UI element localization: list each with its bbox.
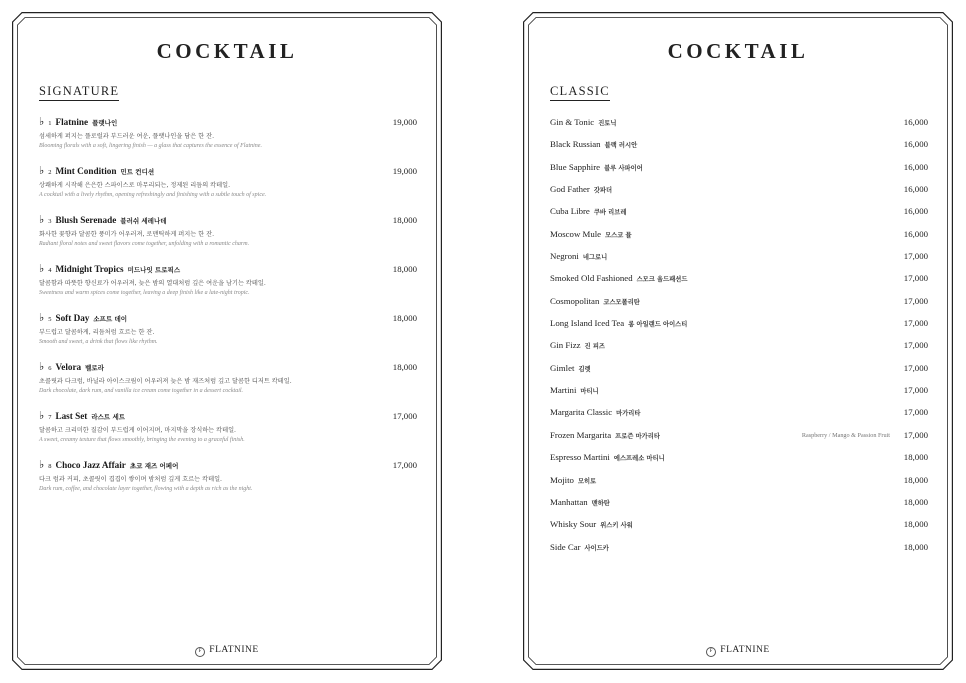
classic-list bbox=[550, 116, 928, 563]
item-price: 17,000 bbox=[903, 362, 928, 373]
item-name: Smoked Old Fashioned bbox=[550, 273, 633, 284]
item-name: Choco Jazz Affair bbox=[55, 460, 126, 470]
classic-item bbox=[550, 474, 928, 496]
item-description-korean: 화사한 꽃향과 달콤한 풍미가 어우러져, 로맨틱하게 퍼지는 한 잔. bbox=[39, 231, 215, 238]
footer-brand bbox=[523, 645, 953, 657]
item-price: 17,000 bbox=[903, 407, 928, 418]
item-number: 5 bbox=[48, 316, 52, 323]
item-description-korean: 달콤하고 크리미한 질감이 부드럽게 이어지며, 마지막을 장식하는 칵테일. bbox=[39, 427, 237, 434]
item-name-korean: 마티니 bbox=[580, 388, 599, 396]
classic-item bbox=[550, 362, 928, 384]
item-name-korean: 진토닉 bbox=[598, 120, 617, 127]
signature-item bbox=[39, 410, 417, 459]
item-name: Last Set bbox=[55, 411, 88, 421]
flat-symbol: ♭ bbox=[39, 361, 45, 373]
signature-list bbox=[39, 116, 417, 508]
item-price: 18,000 bbox=[392, 313, 417, 323]
flat-symbol: ♭ bbox=[39, 410, 45, 422]
item-name: Martini bbox=[550, 385, 577, 396]
item-name-korean: 코스모폴리탄 bbox=[603, 298, 640, 306]
item-name-korean: 스모크 올드패션드 bbox=[636, 276, 688, 284]
item-name-korean: 라스트 세트 bbox=[91, 413, 126, 421]
item-price: 16,000 bbox=[903, 206, 928, 217]
item-name: Frozen Margarita bbox=[550, 429, 612, 440]
item-description-english: Dark chocolate, dark rum, and vanilla ice cream come together in a dessert cocktail. bbox=[39, 388, 244, 394]
footer-brand bbox=[12, 645, 442, 657]
classic-item bbox=[550, 250, 928, 272]
item-name-korean: 마가리타 bbox=[616, 410, 641, 418]
item-name-korean: 소프트 데이 bbox=[93, 315, 128, 323]
item-price: 18,000 bbox=[903, 474, 928, 485]
page-title: COCKTAIL bbox=[156, 39, 298, 63]
item-price: 16,000 bbox=[903, 228, 928, 239]
signature-item bbox=[39, 263, 417, 312]
classic-item bbox=[550, 161, 928, 183]
item-name-korean: 미드나잇 트로픽스 bbox=[127, 266, 181, 274]
item-name-korean: 위스키 사워 bbox=[600, 522, 633, 530]
item-description-english: Smooth and sweet, a drink that flows like rhythm. bbox=[39, 339, 158, 345]
item-price: 19,000 bbox=[392, 166, 417, 176]
item-name: Gin Fizz bbox=[550, 340, 581, 351]
item-name-korean: 벨로라 bbox=[85, 364, 104, 372]
item-price: 16,000 bbox=[903, 117, 928, 127]
item-number: 8 bbox=[48, 463, 52, 470]
item-number: 2 bbox=[48, 169, 52, 176]
item-name: Mint Condition bbox=[55, 166, 117, 176]
item-name: Mojito bbox=[550, 474, 574, 485]
item-name-korean: 모스코 뮬 bbox=[605, 231, 632, 239]
item-price: 17,000 bbox=[903, 340, 928, 351]
item-description-english: Dark rum, coffee, and chocolate layer together, flowing with a depth as rich as the night. bbox=[39, 486, 253, 492]
item-description-english: Blooming florals with a soft, lingering finish — a glass that captures the essence of Flatnine. bbox=[39, 143, 262, 149]
item-name: Whisky Sour bbox=[550, 519, 597, 530]
item-name-korean: 모히토 bbox=[577, 477, 597, 485]
item-price: 16,000 bbox=[903, 139, 928, 150]
classic-item bbox=[550, 406, 928, 428]
item-price: 19,000 bbox=[392, 117, 417, 127]
flatnine-logo-icon: F bbox=[706, 647, 716, 657]
item-description-korean: 달콤함과 따뜻한 향신료가 어우러져, 늦은 밤의 열대처럼 깊은 여운을 남기는 칵테일. bbox=[39, 280, 266, 287]
item-name: Espresso Martini bbox=[550, 452, 610, 463]
item-description-korean: 초콜릿과 다크럼, 바닐라 아이스크림이 어우러져 늦은 밤 재즈처럼 깊고 달콤한 디저트 칵테일. bbox=[39, 378, 292, 385]
classic-item bbox=[550, 518, 928, 540]
signature-item bbox=[39, 361, 417, 410]
classic-item bbox=[550, 272, 928, 294]
item-number: 1 bbox=[48, 120, 52, 127]
signature-item bbox=[39, 165, 417, 214]
classic-item bbox=[550, 496, 928, 518]
classic-item bbox=[550, 384, 928, 406]
item-description-korean: 다크 럼과 커피, 초콜릿이 겹겹이 쌓이며 밤처럼 깊게 흐르는 칵테일. bbox=[39, 476, 223, 483]
item-name: Gin & Tonic bbox=[550, 117, 595, 127]
item-price: 17,000 bbox=[392, 411, 417, 421]
flatnine-logo-icon: F bbox=[195, 647, 205, 657]
menu-page-signature bbox=[12, 12, 442, 670]
classic-item bbox=[550, 541, 928, 563]
footer-brand-name: FLATNINE bbox=[720, 645, 770, 655]
footer-brand-name: FLATNINE bbox=[209, 645, 259, 655]
item-price: 17,000 bbox=[903, 273, 928, 284]
flat-symbol: ♭ bbox=[39, 263, 45, 275]
item-name-korean: 블루 사파이어 bbox=[604, 164, 643, 172]
item-name: Manhattan bbox=[550, 496, 588, 507]
item-name: Cosmopolitan bbox=[550, 295, 600, 306]
item-price: 17,000 bbox=[903, 318, 928, 329]
item-number: 4 bbox=[48, 267, 52, 274]
item-description-korean: 부드럽고 달콤하게, 리듬처럼 흐르는 한 잔. bbox=[39, 329, 155, 336]
item-name-korean: 갓파더 bbox=[593, 187, 613, 195]
item-number: 6 bbox=[48, 365, 52, 372]
item-price: 18,000 bbox=[903, 541, 928, 552]
classic-item bbox=[550, 228, 928, 250]
item-price: 17,000 bbox=[392, 460, 417, 470]
item-price: 18,000 bbox=[903, 519, 928, 530]
section-heading-signature: SIGNATURE bbox=[39, 84, 119, 101]
item-description-korean: 상쾌하게 시작해 은은한 스파이스로 마무리되는, 정제된 리듬의 칵테일. bbox=[39, 182, 231, 189]
item-name-korean: 프로즌 마가리타 bbox=[615, 432, 660, 440]
item-name: Gimlet bbox=[550, 362, 575, 373]
menu-page-classic bbox=[523, 12, 953, 670]
item-name: Side Car bbox=[550, 541, 581, 552]
item-name: Margarita Classic bbox=[550, 407, 613, 418]
item-name-korean: 블러쉬 세레나데 bbox=[120, 217, 167, 225]
item-name: Moscow Mule bbox=[550, 228, 602, 239]
item-price: 18,000 bbox=[392, 362, 417, 372]
signature-item bbox=[39, 459, 417, 508]
item-name-korean: 블랙 러시안 bbox=[604, 142, 638, 150]
signature-item bbox=[39, 214, 417, 263]
item-name: Cuba Libre bbox=[550, 206, 590, 217]
item-description-english: Sweetness and warm spices come together, leaving a deep finish like a late-night tropic. bbox=[39, 290, 250, 296]
item-name-korean: 에스프레소 마티니 bbox=[613, 455, 665, 463]
item-name-korean: 롱 아일랜드 아이스티 bbox=[628, 321, 688, 329]
item-name: Black Russian bbox=[550, 139, 601, 150]
item-name-korean: 플랫나인 bbox=[92, 119, 118, 127]
item-description-korean: 섬세하게 퍼지는 플로럴과 부드러운 여운, 플랫나인을 담은 한 잔. bbox=[39, 133, 215, 140]
item-number: 3 bbox=[48, 218, 52, 225]
signature-item bbox=[39, 116, 417, 165]
item-price: 17,000 bbox=[903, 251, 928, 262]
flat-symbol: ♭ bbox=[39, 312, 45, 324]
classic-item bbox=[550, 295, 928, 317]
item-name: Blue Sapphire bbox=[550, 161, 601, 172]
classic-item bbox=[550, 451, 928, 473]
classic-item bbox=[550, 339, 928, 361]
signature-item bbox=[39, 312, 417, 361]
page-title: COCKTAIL bbox=[667, 39, 809, 63]
section-heading-classic: CLASSIC bbox=[550, 84, 610, 101]
item-flavor-note: Raspberry / Mango & Passion Fruit bbox=[801, 431, 890, 439]
item-name: Negroni bbox=[550, 251, 579, 262]
item-name: Midnight Tropics bbox=[55, 264, 124, 274]
classic-item bbox=[550, 205, 928, 227]
item-name-korean: 초코 재즈 어페어 bbox=[129, 462, 179, 470]
classic-item bbox=[550, 183, 928, 205]
item-price: 16,000 bbox=[903, 184, 928, 195]
item-name: Flatnine bbox=[55, 117, 89, 127]
item-price: 18,000 bbox=[392, 215, 417, 225]
item-price: 18,000 bbox=[903, 496, 928, 507]
item-price: 18,000 bbox=[392, 264, 417, 274]
item-name: Long Island Iced Tea bbox=[550, 318, 625, 329]
item-name: Soft Day bbox=[55, 313, 90, 323]
flat-symbol: ♭ bbox=[39, 459, 45, 471]
flat-symbol: ♭ bbox=[39, 116, 45, 128]
item-name-korean: 쿠바 리브레 bbox=[593, 209, 627, 217]
item-price: 17,000 bbox=[903, 295, 928, 306]
item-name-korean: 김렛 bbox=[578, 365, 591, 373]
classic-item bbox=[550, 138, 928, 160]
classic-item bbox=[550, 429, 928, 451]
classic-item bbox=[550, 317, 928, 339]
item-description-english: A sweet, creamy texture that flows smoothly, bringing the evening to a graceful finish. bbox=[39, 437, 245, 443]
classic-item bbox=[550, 116, 928, 138]
item-price: 18,000 bbox=[903, 452, 928, 463]
item-name-korean: 사이드카 bbox=[584, 544, 609, 552]
flat-symbol: ♭ bbox=[39, 165, 45, 177]
item-description-english: A cocktail with a lively rhythm, opening refreshingly and finishing with a subtle touch of spice. bbox=[39, 192, 267, 198]
item-name-korean: 진 피즈 bbox=[584, 343, 605, 351]
item-description-english: Radiant floral notes and sweet flavors come together, unfolding with a romantic charm. bbox=[39, 241, 250, 247]
item-name-korean: 민트 컨디션 bbox=[120, 168, 155, 176]
item-price: 17,000 bbox=[903, 385, 928, 396]
item-price: 16,000 bbox=[903, 161, 928, 172]
item-name: Velora bbox=[55, 362, 82, 372]
item-price: 17,000 bbox=[903, 429, 928, 440]
flat-symbol: ♭ bbox=[39, 214, 45, 226]
item-name: God Father bbox=[550, 184, 590, 195]
item-name-korean: 맨하탄 bbox=[591, 499, 610, 507]
item-name: Blush Serenade bbox=[55, 215, 117, 225]
item-number: 7 bbox=[48, 414, 52, 421]
item-name-korean: 네그로니 bbox=[582, 254, 608, 262]
